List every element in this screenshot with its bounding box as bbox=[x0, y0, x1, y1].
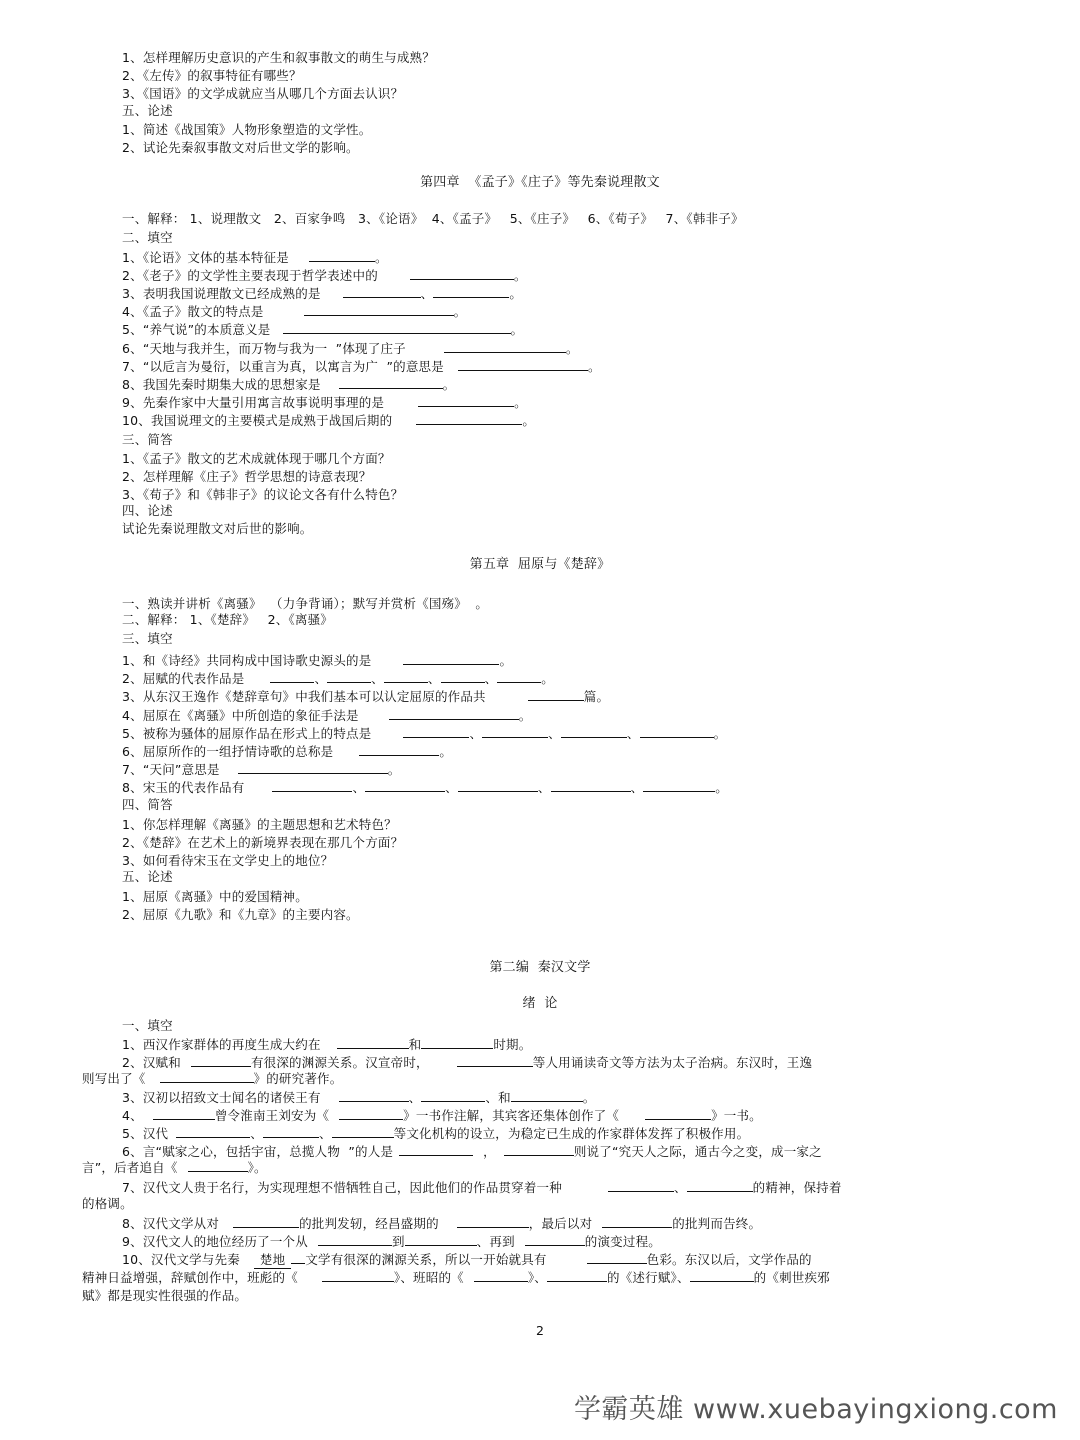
answer-blank[interactable] bbox=[263, 1126, 319, 1138]
answer-blank[interactable] bbox=[528, 689, 584, 701]
answer-blank[interactable] bbox=[318, 1234, 392, 1246]
text-line: 赋》都是现实性很强的作品。 bbox=[82, 1288, 248, 1303]
answer-blank[interactable] bbox=[547, 1270, 607, 1282]
text-line: 1、简述《战国策》人物形象塑造的文学性。 bbox=[122, 122, 372, 137]
page-number: 2 bbox=[536, 1323, 544, 1338]
answer-blank[interactable] bbox=[343, 286, 421, 298]
text-line: 3、《荀子》和《韩非子》的议论文各有什么特色？ bbox=[122, 487, 404, 502]
answer-blank[interactable] bbox=[525, 1234, 585, 1246]
text-line: 1、屈原《离骚》中的爱国精神。 bbox=[122, 889, 308, 904]
fill-blank-item: 3、表明我国说理散文已经成熟的是 、 。 bbox=[122, 286, 523, 301]
answer-blank[interactable] bbox=[687, 1180, 753, 1192]
answer-filled: 楚地 bbox=[254, 1252, 291, 1269]
answer-blank[interactable] bbox=[283, 322, 511, 334]
fill-blank-item: 9、汉代文人的地位经历了一个从 到 、再到 的演变过程。 bbox=[122, 1234, 661, 1249]
answer-blank[interactable] bbox=[365, 780, 445, 792]
fill-blank-item: 4、《孟子》散文的特点是 。 bbox=[122, 304, 467, 319]
answer-blank[interactable] bbox=[457, 1055, 533, 1067]
text-line: 的格调。 bbox=[82, 1196, 133, 1211]
answer-blank[interactable] bbox=[405, 1234, 477, 1246]
answer-blank[interactable] bbox=[504, 1144, 574, 1156]
answer-blank[interactable] bbox=[421, 1090, 485, 1102]
section-heading: 二、填空 bbox=[122, 230, 173, 245]
text-line: 1、怎样理解历史意识的产生和叙事散文的萌生与成熟？ bbox=[122, 50, 435, 65]
fill-blank-item: 1、和《诗经》共同构成中国诗歌史源头的是 。 bbox=[122, 653, 513, 668]
text-line: 2、《左传》的叙事特征有哪些？ bbox=[122, 68, 302, 83]
fill-blank-item: 5、“养气说”的本质意义是 。 bbox=[122, 322, 524, 337]
answer-blank[interactable] bbox=[643, 780, 715, 792]
fill-blank-item: 1、《论语》文体的基本特征是 。 bbox=[122, 250, 388, 265]
answer-blank[interactable] bbox=[458, 359, 588, 371]
answer-blank[interactable] bbox=[233, 1216, 299, 1228]
answer-blank[interactable] bbox=[587, 1252, 647, 1264]
answer-blank[interactable] bbox=[337, 1037, 409, 1049]
section-heading: 四、简答 bbox=[122, 797, 173, 812]
answer-blank[interactable] bbox=[359, 744, 439, 756]
fill-blank-item: 4、 曾令淮南王刘安为《 》一书作注解，其宾客还集体创作了《 》一书。 bbox=[122, 1108, 762, 1123]
fill-blank-item: 4、屈原在《离骚》中所创造的象征手法是 。 bbox=[122, 708, 532, 723]
chapter-title: 第五章 屈原与《楚辞》 bbox=[469, 557, 611, 572]
answer-blank[interactable] bbox=[444, 341, 566, 353]
section-heading: 四、论述 bbox=[122, 503, 173, 518]
answer-blank[interactable] bbox=[690, 1270, 754, 1282]
part-title: 第二编 秦汉文学 bbox=[489, 960, 591, 975]
fill-blank-item: 7、“以卮言为曼衍，以重言为真，以寓言为广 ”的意思是 。 bbox=[122, 359, 601, 374]
answer-blank[interactable] bbox=[160, 1071, 254, 1083]
fill-blank-item: 则写出了《 》的研究著作。 bbox=[82, 1071, 343, 1086]
watermark: 学霸英雄 www.xuebayingxiong.com bbox=[573, 1394, 1058, 1425]
fill-blank-item: 7、“天问”意思是 。 bbox=[122, 762, 401, 777]
answer-blank[interactable] bbox=[327, 671, 371, 683]
fill-blank-item: 1、西汉作家群体的再度生成大约在 和 时期。 bbox=[122, 1037, 532, 1052]
fill-blank-item: 3、从东汉王逸作《楚辞章句》中我们基本可以认定屈原的作品共 篇。 bbox=[122, 689, 610, 704]
answer-blank[interactable] bbox=[608, 1180, 674, 1192]
fill-blank-item: 6、屈原所作的一组抒情诗歌的总称是 。 bbox=[122, 744, 453, 759]
answer-blank[interactable] bbox=[433, 286, 509, 298]
section-heading: 五、论述 bbox=[122, 869, 173, 884]
fill-blank-item: 10、我国说理文的主要模式是成熟于战国后期的 。 bbox=[122, 413, 536, 428]
chapter-title: 第四章 《孟子》《庄子》等先秦说理散文 bbox=[420, 175, 660, 190]
fill-blank-item: 8、宋玉的代表作品有 、 、 、 、 。 bbox=[122, 780, 728, 795]
answer-blank[interactable] bbox=[457, 1216, 529, 1228]
answer-blank[interactable] bbox=[497, 671, 541, 683]
answer-blank[interactable] bbox=[399, 1144, 473, 1156]
answer-blank[interactable] bbox=[561, 726, 627, 738]
answer-blank[interactable] bbox=[482, 726, 548, 738]
fill-blank-item: 2、屈赋的代表作品是 、 、 、 、 。 bbox=[122, 671, 554, 686]
fill-blank-item: 言”，后者追自《 》。 bbox=[82, 1160, 267, 1175]
fill-blank-item: 2、汉赋和 有很深的渊源关系。汉宣帝时， 等人用诵读奇文等方法为太子治病。东汉时，王逸 bbox=[122, 1055, 813, 1070]
answer-blank[interactable] bbox=[403, 653, 499, 665]
text-line: 试论先秦说理散文对后世的影响。 bbox=[122, 521, 313, 536]
answer-blank[interactable] bbox=[270, 671, 314, 683]
section-title: 绪 论 bbox=[522, 996, 558, 1011]
fill-blank-item: 9、先秦作家中大量引用寓言故事说明事理的是 。 bbox=[122, 395, 527, 410]
answer-blank[interactable] bbox=[389, 708, 519, 720]
text-line: 一、熟读并讲析《离骚》 （力争背诵）；默写并赏析《国殇》 。 bbox=[122, 596, 489, 611]
answer-blank[interactable] bbox=[322, 1270, 394, 1282]
answer-blank[interactable] bbox=[416, 413, 522, 425]
text-line: 2、试论先秦叙事散文对后世文学的影响。 bbox=[122, 140, 359, 155]
section-heading: 三、简答 bbox=[122, 432, 173, 447]
fill-blank-item: 7、汉代文人贵于名行，为实现理想不惜牺牲自己，因此他们的作品贯穿着一种 、 的精神，保持着 bbox=[122, 1180, 842, 1195]
answer-blank[interactable] bbox=[309, 250, 375, 262]
fill-blank-item: 5、被称为骚体的屈原作品在形式上的特点是 、 、 、 。 bbox=[122, 726, 727, 741]
answer-blank[interactable] bbox=[339, 1090, 409, 1102]
text-line: 二、解释： 1、《楚辞》 2、《离骚》 bbox=[122, 612, 333, 627]
section-heading: 三、填空 bbox=[122, 631, 173, 646]
answer-blank[interactable] bbox=[602, 1216, 672, 1228]
section-heading: 五、论述 bbox=[122, 103, 173, 118]
answer-blank[interactable] bbox=[410, 268, 514, 280]
text-line: 2、《楚辞》在艺术上的新境界表现在那几个方面？ bbox=[122, 835, 404, 850]
answer-blank[interactable] bbox=[384, 671, 428, 683]
answer-blank[interactable] bbox=[403, 726, 469, 738]
answer-blank[interactable] bbox=[339, 1108, 403, 1120]
text-line: 一、解释： 1、说理散文 2、百家争鸣 3、《论语》 4、《孟子》 5、《庄子》 6、《荀子》 7、《韩非子》 bbox=[122, 211, 744, 226]
answer-blank[interactable] bbox=[551, 780, 631, 792]
answer-blank[interactable] bbox=[238, 762, 388, 774]
answer-blank[interactable] bbox=[188, 1160, 248, 1172]
fill-blank-item: 6、言“赋家之心，包括宇宙，总揽人物 ”的人是 ， 则说了“究天人之际，通古今之变，成一家之 bbox=[122, 1144, 822, 1159]
answer-blank[interactable] bbox=[272, 780, 352, 792]
section-heading: 一、填空 bbox=[122, 1018, 173, 1033]
answer-blank[interactable] bbox=[441, 671, 485, 683]
fill-blank-item: 3、汉初以招致文士闻名的诸侯王有 、 、和 。 bbox=[122, 1090, 596, 1105]
answer-blank[interactable] bbox=[191, 1055, 251, 1067]
answer-blank[interactable] bbox=[153, 1108, 215, 1120]
text-line: 2、屈原《九歌》和《九章》的主要内容。 bbox=[122, 907, 359, 922]
answer-blank[interactable] bbox=[645, 1108, 711, 1120]
fill-blank-item: 2、《老子》的文学性主要表现于哲学表述中的 。 bbox=[122, 268, 527, 283]
answer-blank[interactable] bbox=[418, 395, 514, 407]
text-line: 1、你怎样理解《离骚》的主题思想和艺术特色？ bbox=[122, 817, 397, 832]
answer-blank[interactable] bbox=[640, 726, 714, 738]
answer-blank[interactable] bbox=[421, 1037, 493, 1049]
fill-blank-item: 精神日益增强，辞赋创作中，班彪的《 》、班昭的《 》、 的《述行赋》、 的《刺世疾邪 bbox=[82, 1270, 830, 1285]
answer-blank[interactable] bbox=[511, 1090, 583, 1102]
fill-blank-item: 8、我国先秦时期集大成的思想家是 。 bbox=[122, 377, 456, 392]
text-line: 3、《国语》的文学成就应当从哪几个方面去认识？ bbox=[122, 86, 404, 101]
answer-blank[interactable] bbox=[474, 1270, 528, 1282]
fill-blank-item: 5、汉代 、 、 等文化机构的设立，为稳定已生成的作家群体发挥了积极作用。 bbox=[122, 1126, 750, 1141]
answer-blank[interactable] bbox=[304, 304, 454, 316]
answer-blank[interactable] bbox=[176, 1126, 250, 1138]
footer-band bbox=[0, 1380, 1080, 1440]
fill-blank-item: 8、汉代文学从对 的批判发轫，经昌盛期的 ，最后以对 的批判而告终。 bbox=[122, 1216, 762, 1231]
text-line: 1、《孟子》散文的艺术成就体现于哪几个方面？ bbox=[122, 451, 391, 466]
fill-blank-item: 10、汉代文学与先秦 楚地 文学有很深的渊源关系，所以一开始就具有 色彩。东汉以后，文学作品的 bbox=[122, 1252, 812, 1267]
text-line: 3、如何看待宋玉在文学史上的地位？ bbox=[122, 853, 334, 868]
answer-blank[interactable] bbox=[332, 1126, 394, 1138]
answer-blank[interactable] bbox=[458, 780, 538, 792]
answer-blank[interactable] bbox=[339, 377, 443, 389]
text-line: 2、怎样理解《庄子》哲学思想的诗意表现？ bbox=[122, 469, 372, 484]
fill-blank-item: 6、“天地与我并生，而万物与我为一 ”体现了庄子 。 bbox=[122, 341, 579, 356]
